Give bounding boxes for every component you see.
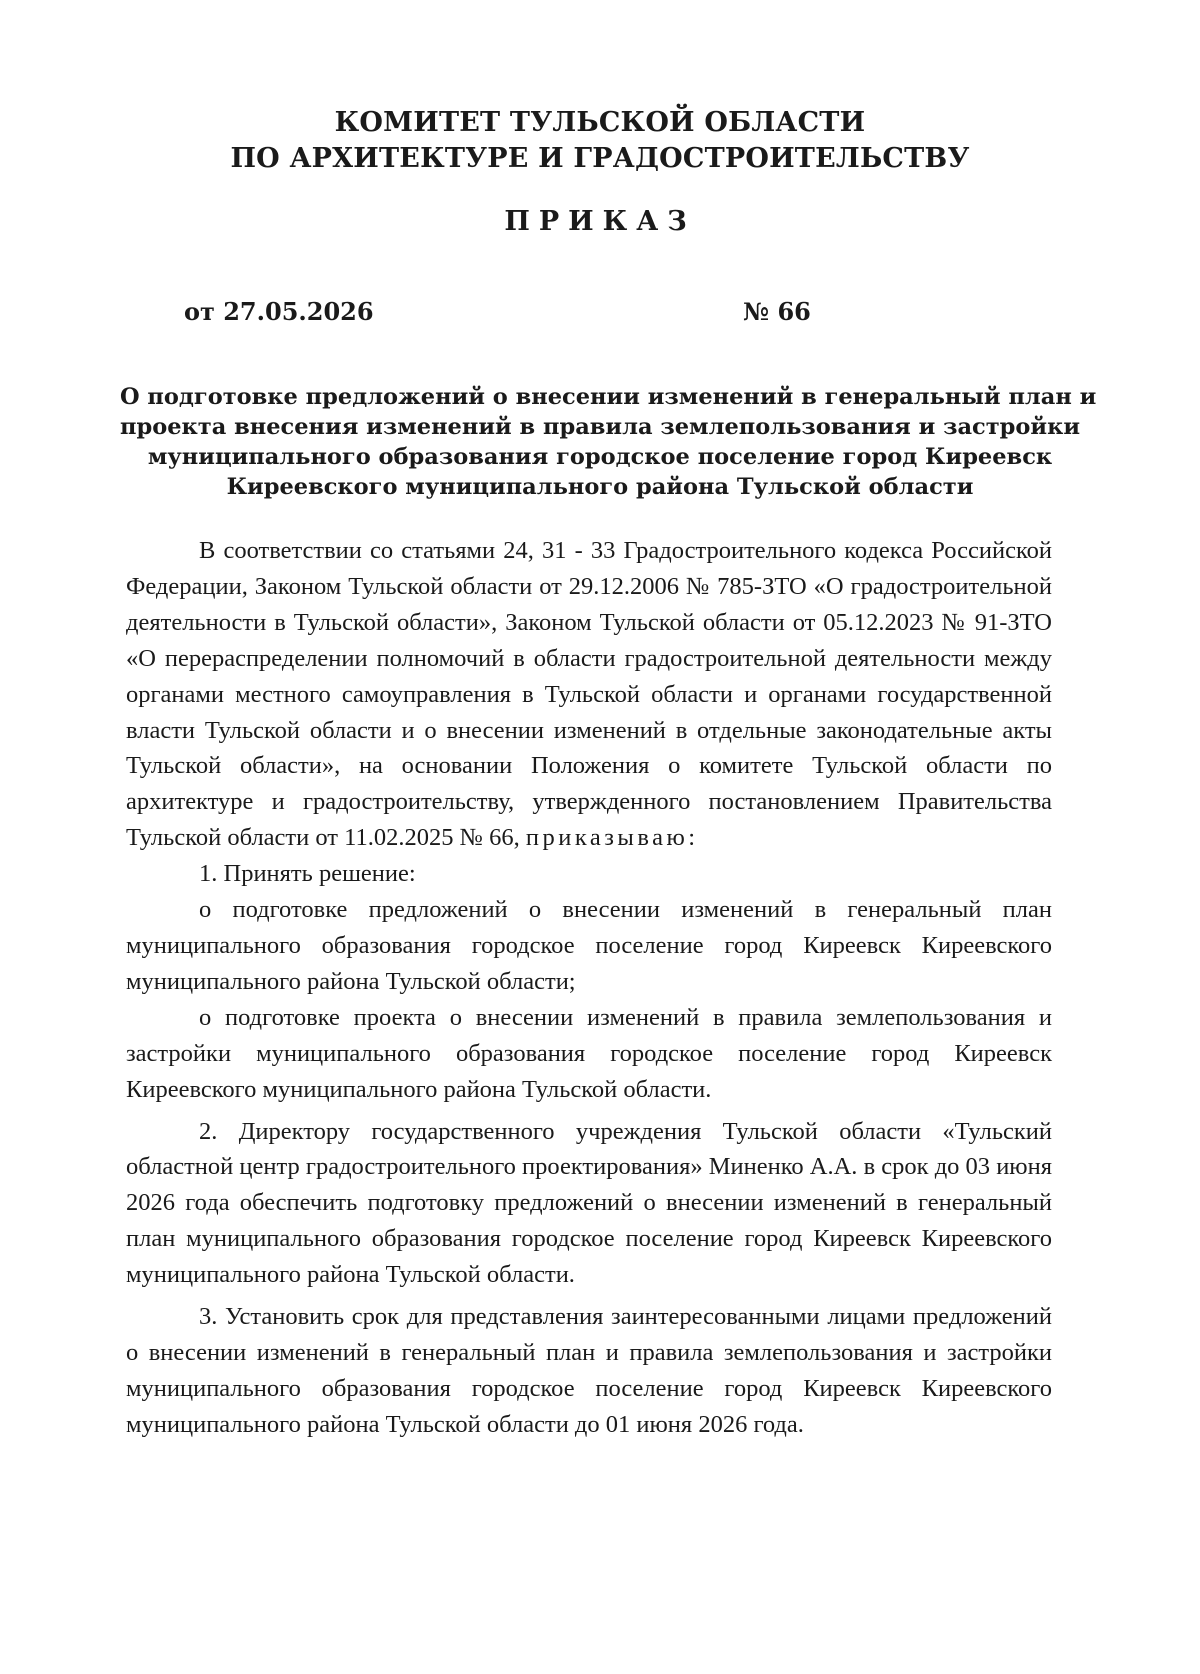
order-word: приказываю: — [525, 824, 699, 852]
item-2: 2. Директору государственного учреждения Тульской области «Тульский областной центр градостроительного проектирования» Миненко А.А. в срок до 03 июня 2026 года обеспечить подготовку предложений о внесении изменений в генеральный план муниципального образования городское поселение город Киреевск Киреевского муниципального района Тульской области. — [126, 1117, 1052, 1289]
item-1-a: о подготовке предложений о внесении изменений в генеральный план муниципального образования городское поселение город Киреевск Киреевского муниципального района Тульской области; — [126, 896, 1052, 995]
order-date: от 27.05.2026 — [184, 297, 374, 326]
subject-line-1: О подготовке предложений о внесении изменений в генеральный план и — [120, 384, 1097, 410]
organization-name-line-1: КОМИТЕТ ТУЛЬСКОЙ ОБЛАСТИ — [334, 107, 866, 138]
subject-line-2: проекта внесения изменений в правила землепользования и застройки — [120, 414, 1081, 440]
subject-line-4: Киреевского муниципального района Тульской области — [226, 474, 974, 500]
order-number: № 66 — [743, 297, 811, 326]
subject-line-3: муниципального образования городское поселение город Киреевск — [147, 444, 1053, 470]
preamble-paragraph — [126, 533, 1052, 856]
order-body — [126, 533, 1052, 1443]
organization-name-line-2: ПО АРХИТЕКТУРЕ И ГРАДОСТРОИТЕЛЬСТВУ — [230, 143, 970, 174]
item-3: 3. Установить срок для представления заинтересованными лицами предложений о внесении изменений в генеральный план и правила землепользования и застройки муниципального образования городское поселение город Киреевск Киреевского муниципального района Тульской области до 01 июня 2026 года. — [126, 1303, 1052, 1438]
order-subject — [120, 382, 1097, 502]
item-1-b: о подготовке проекта о внесении изменений в правила землепользования и застройки муниципального образования городское поселение город Киреевск Киреевского муниципального района Тульской области. — [126, 1003, 1052, 1103]
document-type-title: ПРИКАЗ — [504, 206, 696, 237]
preamble-text: В соответствии со статьями 24, 31 - 33 Градостроительного кодекса Российской Федерации, Законом Тульской области от 29.12.2006 № 785-ЗТО «О градостроительной деятельности в Тульской области», Законом Тульской области от 05.12.2023 № 91-ЗТО «О перераспределении полномочий в области градостроительной деятельности между органами местного самоуправления в Тульской области и органами государственной власти Тульской области и о внесении изменений в отдельные законодательные акты Тульской области», на основании Положения о комитете Тульской области по архитектуре и градостроительству, утвержденного постановлением Правительства Тульской области от 11.02.2025 № 66, — [126, 537, 1052, 852]
item-1-title: 1. Принять решение: — [199, 860, 416, 888]
